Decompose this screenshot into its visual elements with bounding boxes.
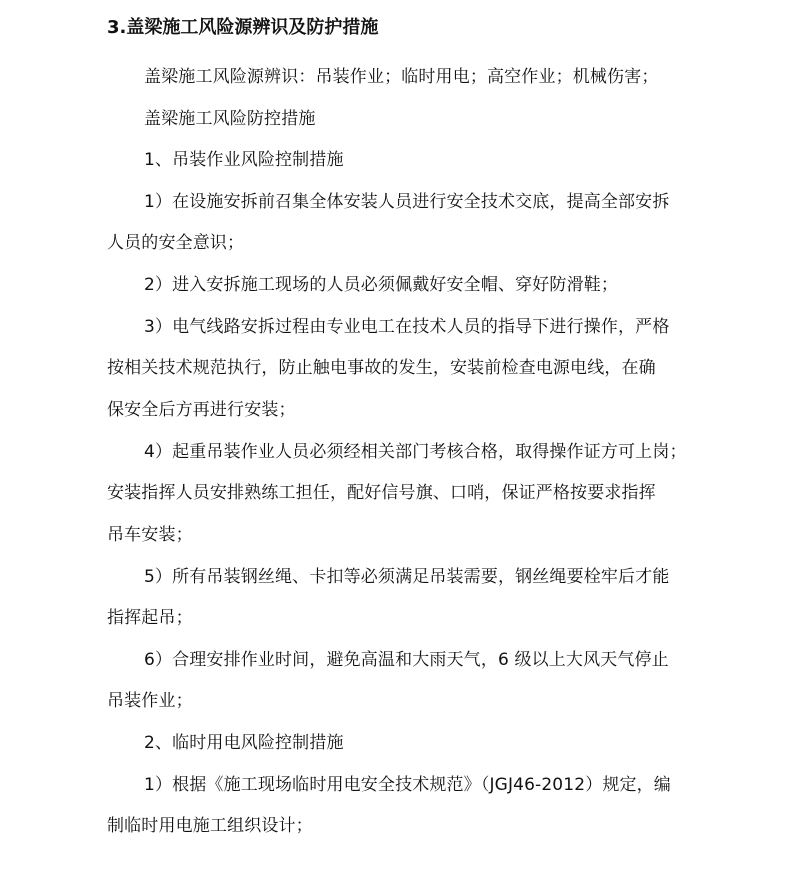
paragraph-line: 保安全后方再进行安装； xyxy=(107,400,296,420)
risk-control-title: 盖梁施工风险防控措施 xyxy=(144,109,316,129)
paragraph-line: 1）根据《施工现场临时用电安全技术规范》（JGJ46-2012）规定，编 xyxy=(144,775,671,795)
lifting-control-title: 1、吊装作业风险控制措施 xyxy=(144,150,344,170)
paragraph-line: 人员的安全意识； xyxy=(107,233,245,253)
paragraph-line: 5）所有吊装钢丝绳、卡扣等必须满足吊装需要，钢丝绳要栓牢后才能 xyxy=(144,567,670,587)
temporary-power-control-title: 2、临时用电风险控制措施 xyxy=(144,733,344,753)
section-heading: 3.盖梁施工风险源辨识及防护措施 xyxy=(107,17,379,38)
risk-identification-line: 盖梁施工风险源辨识：吊装作业；临时用电；高空作业；机械伤害； xyxy=(144,67,659,87)
paragraph-line: 3）电气线路安拆过程由专业电工在技术人员的指导下进行操作，严格 xyxy=(144,317,670,337)
paragraph-line: 吊装作业； xyxy=(107,691,193,711)
paragraph-line: 吊车安装； xyxy=(107,525,193,545)
paragraph-line: 2）进入安拆施工现场的人员必须佩戴好安全帽、穿好防滑鞋； xyxy=(144,275,619,295)
paragraph-line: 制临时用电施工组织设计； xyxy=(107,816,313,836)
paragraph-line: 1）在设施安拆前召集全体安装人员进行安全技术交底，提高全部安拆 xyxy=(144,192,670,212)
paragraph-line: 指挥起吊； xyxy=(107,608,193,628)
paragraph-line: 4）起重吊装作业人员必须经相关部门考核合格，取得操作证方可上岗； xyxy=(144,442,687,462)
paragraph-line: 安装指挥人员安排熟练工担任，配好信号旗、口哨，保证严格按要求指挥 xyxy=(107,483,656,503)
paragraph-line: 6）合理安排作业时间，避免高温和大雨天气，6 级以上大风天气停止 xyxy=(144,650,669,670)
paragraph-line: 按相关技术规范执行，防止触电事故的发生，安装前检查电源电线，在确 xyxy=(107,358,656,378)
